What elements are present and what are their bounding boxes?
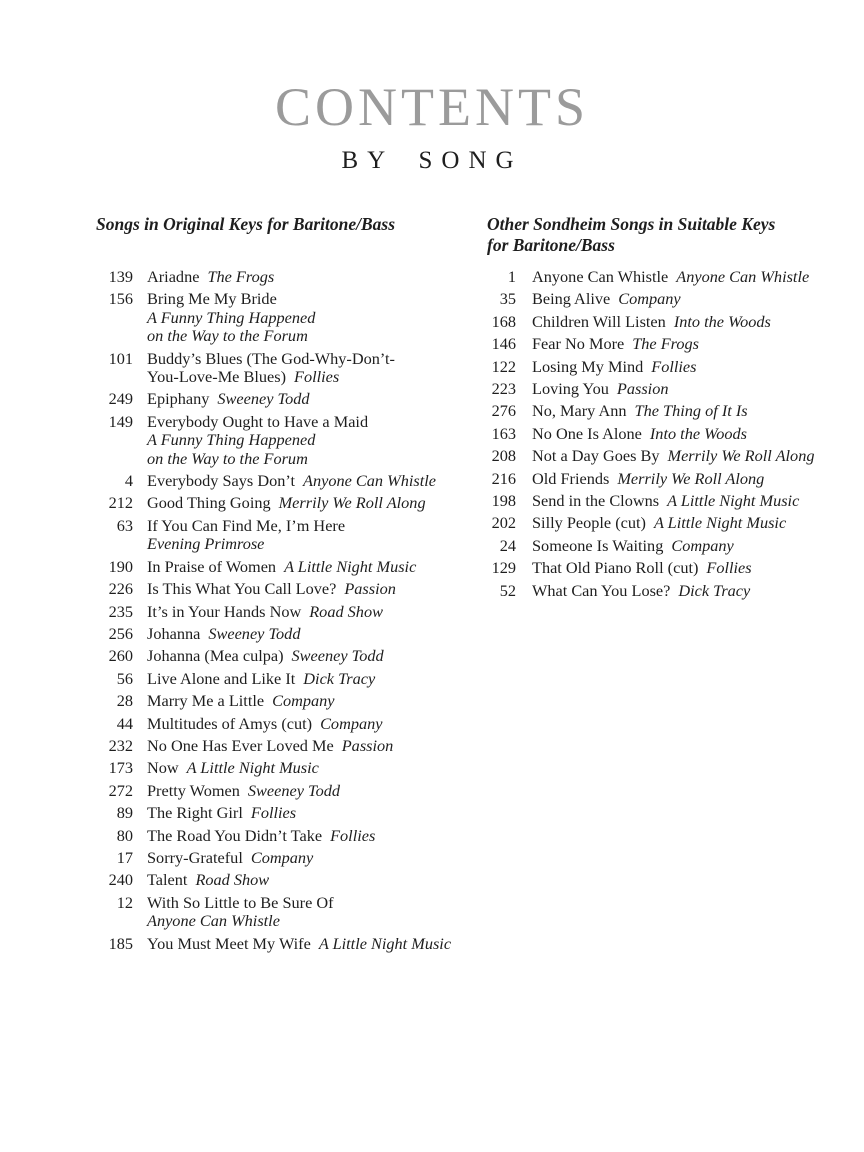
entry-page-number: 249 (108, 389, 133, 409)
entry-line (147, 472, 436, 490)
entry-song-title: Silly People (cut) (532, 513, 646, 533)
entry-text (147, 625, 300, 643)
entry-show-name: Passion (341, 735, 394, 755)
entry-text (147, 759, 319, 777)
entry-page-number: 146 (491, 334, 516, 354)
entry-text (532, 313, 771, 331)
entry-song-title: Being Alive (532, 289, 611, 309)
entry-page-number: 260 (108, 646, 133, 666)
entry-show-name: Company (618, 289, 681, 309)
entry-show-name: A Funny Thing Happened (147, 430, 316, 450)
entry-line (532, 358, 697, 376)
entry-text (532, 290, 681, 308)
entry-text (532, 559, 752, 577)
entry-song-title: Anyone Can Whistle (532, 267, 669, 286)
entry-line (532, 559, 752, 577)
entry-page-number: 56 (116, 668, 133, 688)
toc-entry (479, 402, 857, 420)
entry-song-title: Epiphany (147, 389, 210, 409)
toc-entry (479, 559, 857, 577)
entry-show-name: Follies (250, 803, 297, 823)
toc-entry (96, 737, 478, 755)
toc-entry (479, 380, 857, 398)
entry-show-name: Into the Woods (673, 311, 771, 331)
entry-show-name: Into the Woods (649, 423, 747, 443)
entry-line (147, 759, 319, 777)
entry-page-number: 163 (491, 423, 516, 443)
entry-song-title: Old Friends (532, 468, 610, 488)
toc-entry (479, 582, 857, 600)
entry-show-name: Follies (706, 558, 752, 578)
toc-entry (479, 425, 857, 443)
toc-entry (96, 692, 478, 710)
toc-entry (96, 268, 478, 286)
entry-show-name: Passion (344, 579, 396, 599)
entry-text (532, 268, 809, 286)
entry-text (532, 358, 697, 376)
entry-song-title: Everybody Says Don’t (147, 471, 296, 491)
entry-page-number: 52 (499, 580, 516, 600)
entry-page-number: 168 (491, 311, 516, 331)
entry-text (147, 472, 436, 490)
entry-show-name: A Little Night Music (186, 758, 319, 778)
entry-page-number: 272 (108, 780, 133, 800)
toc-entry (96, 827, 478, 845)
entry-show-name: Company (250, 847, 314, 867)
section-heading-line: Songs in Original Keys for Baritone/Bass (96, 214, 396, 234)
entry-page-number: 208 (491, 446, 516, 466)
entry-show-name: Merrily We Roll Along (617, 468, 765, 488)
entry-page-number: 129 (491, 558, 516, 578)
entry-show-name: on the Way to the Forum (147, 326, 308, 346)
toc-entry (96, 715, 478, 733)
toc-entry (96, 759, 478, 777)
entry-show-name: Dick Tracy (678, 580, 751, 600)
entry-song-title: Multitudes of Amys (cut) (147, 713, 313, 733)
entry-show-name: Evening Primrose (147, 534, 265, 554)
entry-page-number: 44 (116, 713, 133, 733)
entry-song-title: Live Alone and Like It (147, 668, 296, 688)
entry-line (147, 431, 368, 449)
entry-page-number: 256 (108, 623, 133, 643)
entry-song-title: No, Mary Ann (532, 401, 627, 421)
entry-line (147, 715, 382, 733)
entry-text (532, 425, 747, 443)
entry-list (96, 268, 478, 953)
entry-text (147, 413, 368, 468)
entry-text (532, 402, 748, 420)
entry-line (532, 537, 734, 555)
entry-show-name: Anyone Can Whistle (676, 267, 810, 286)
entry-page-number: 63 (116, 515, 133, 535)
entry-line (532, 470, 764, 488)
entry-line (147, 535, 345, 553)
entry-song-title: No One Is Alone (532, 423, 642, 443)
entry-show-name: The Frogs (632, 334, 700, 354)
entry-song-title: What Can You Lose? (532, 580, 671, 600)
entry-line (147, 558, 416, 576)
entry-line (532, 290, 681, 308)
toc-entry (96, 558, 478, 576)
entry-line (147, 580, 396, 598)
entry-line (147, 782, 340, 800)
toc-entry (479, 514, 857, 532)
entry-song-title: No One Has Ever Loved Me (147, 735, 334, 755)
entry-song-title: Johanna (147, 623, 201, 643)
entry-song-title: Johanna (Mea culpa) (147, 646, 284, 666)
toc-entry (96, 804, 478, 822)
entry-text (147, 558, 416, 576)
toc-entry (479, 447, 857, 465)
entry-song-title: Good Thing Going (147, 493, 271, 513)
entry-song-title: Ariadne (147, 267, 200, 286)
entry-list (479, 268, 857, 600)
section-heading-line: for Baritone/Bass (487, 235, 615, 255)
entry-show-name: Company (671, 535, 734, 555)
entry-text (532, 380, 668, 398)
section-other-sondheim-songs (479, 214, 857, 604)
entry-song-title: Talent (147, 870, 188, 890)
entry-page-number: 156 (108, 289, 133, 309)
entry-line (147, 309, 315, 327)
entry-text (147, 580, 396, 598)
entry-text (147, 647, 384, 665)
entry-page-number: 185 (108, 933, 133, 953)
entry-show-name: Dick Tracy (303, 668, 376, 688)
toc-entry (96, 390, 478, 408)
entry-show-name: Follies (294, 367, 340, 387)
entry-song-title: Someone Is Waiting (532, 535, 664, 555)
entry-song-title: Children Will Listen (532, 311, 666, 331)
entry-line (147, 670, 375, 688)
entry-show-name: Merrily We Roll Along (278, 493, 426, 513)
entry-line (147, 450, 368, 468)
entry-page-number: 80 (116, 825, 133, 845)
entry-text (147, 268, 274, 286)
entry-page-number: 202 (491, 513, 516, 533)
entry-line (532, 514, 786, 532)
entry-line (147, 268, 274, 286)
entry-show-name: The Frogs (207, 267, 275, 286)
entry-song-title: You-Love-Me Blues) (147, 367, 286, 387)
entry-page-number: 28 (116, 691, 133, 711)
entry-text (147, 494, 426, 512)
entry-show-name: Passion (616, 379, 669, 399)
entry-song-title: You Must Meet My Wife (147, 933, 311, 953)
section-heading (487, 214, 857, 268)
entry-page-number: 232 (108, 735, 133, 755)
entry-line (147, 350, 395, 368)
section-original-keys (96, 214, 478, 957)
toc-entry (479, 470, 857, 488)
toc-entry (96, 782, 478, 800)
entry-show-name: Sweeney Todd (208, 623, 301, 643)
entry-page-number: 35 (499, 289, 516, 309)
toc-entry (96, 849, 478, 867)
entry-line (532, 380, 668, 398)
entry-show-name: Company (272, 691, 335, 711)
entry-show-name: A Little Night Music (667, 491, 800, 511)
entry-text (147, 827, 375, 845)
entry-show-name: Merrily We Roll Along (667, 446, 815, 466)
entry-page-number: 24 (499, 535, 516, 555)
entry-song-title: With So Little to Be Sure Of (147, 892, 334, 912)
entry-text (147, 290, 315, 345)
entry-show-name: on the Way to the Forum (147, 448, 308, 468)
entry-text (147, 390, 310, 408)
entry-page-number: 198 (491, 491, 516, 511)
entry-page-number: 149 (108, 411, 133, 431)
entry-text (147, 737, 393, 755)
entry-line (147, 327, 315, 345)
entry-show-name: Sweeney Todd (291, 646, 384, 666)
entry-line (147, 625, 300, 643)
entry-song-title: Fear No More (532, 334, 625, 354)
entry-show-name: Anyone Can Whistle (147, 911, 280, 931)
entry-page-number: 235 (108, 601, 133, 621)
entry-show-name: Sweeney Todd (247, 780, 341, 800)
entry-line (532, 335, 699, 353)
toc-entry (96, 647, 478, 665)
entry-page-number: 101 (108, 348, 133, 368)
entry-text (532, 470, 764, 488)
entry-page-number: 173 (108, 758, 133, 778)
toc-entry (96, 472, 478, 490)
entry-song-title: Send in the Clowns (532, 491, 660, 511)
entry-text (147, 692, 335, 710)
toc-entry (479, 290, 857, 308)
entry-line (147, 871, 269, 889)
entry-line (532, 268, 809, 286)
entry-page-number: 223 (491, 379, 516, 399)
toc-entry (96, 413, 478, 468)
entry-text (532, 582, 750, 600)
entry-line (147, 935, 451, 953)
section-heading (96, 214, 478, 268)
entry-text (147, 603, 383, 621)
entry-song-title: Buddy’s Blues (The God-Why-Don’t- (147, 348, 395, 368)
entry-page-number: 212 (108, 493, 133, 513)
entry-song-title: The Right Girl (147, 803, 243, 823)
page-title: CONTENTS (275, 77, 589, 137)
entry-song-title: Pretty Women (147, 780, 240, 800)
entry-line (147, 290, 315, 308)
entry-line (532, 447, 814, 465)
entry-text (147, 935, 451, 953)
entry-page-number: 89 (116, 803, 133, 823)
toc-entry (96, 603, 478, 621)
entry-text (532, 537, 734, 555)
entry-song-title: Losing My Mind (532, 356, 644, 376)
toc-entry (96, 517, 478, 554)
entry-line (532, 492, 799, 510)
entry-show-name: Road Show (309, 601, 383, 621)
toc-entry (96, 290, 478, 345)
entry-page-number: 17 (116, 847, 133, 867)
toc-entry (479, 537, 857, 555)
entry-song-title: Marry Me a Little (147, 691, 265, 711)
entry-text (147, 894, 334, 931)
entry-text (532, 447, 814, 465)
entry-line (147, 517, 345, 535)
entry-page-number: 216 (491, 468, 516, 488)
toc-entry (96, 350, 478, 387)
entry-line (147, 647, 384, 665)
entry-song-title: Is This What You Call Love? (147, 579, 337, 599)
entry-page-number: 276 (491, 401, 516, 421)
entry-song-title: Loving You (532, 379, 609, 399)
section-heading-line: Other Sondheim Songs in Suitable Keys (487, 214, 776, 234)
entry-page-number: 240 (108, 870, 133, 890)
entry-show-name: A Funny Thing Happened (147, 307, 316, 327)
toc-entry (96, 871, 478, 889)
entry-text (147, 517, 345, 554)
toc-entry (96, 580, 478, 598)
entry-line (147, 603, 383, 621)
entry-line (147, 849, 313, 867)
entry-text (147, 782, 340, 800)
toc-entry (96, 670, 478, 688)
entry-show-name: Follies (330, 825, 376, 845)
entry-text (147, 804, 296, 822)
entry-text (147, 715, 382, 733)
entry-page-number: 139 (108, 267, 133, 286)
toc-entry (479, 492, 857, 510)
entry-song-title: That Old Piano Roll (cut) (532, 558, 699, 578)
toc-entry (479, 268, 857, 286)
entry-text (147, 849, 313, 867)
entry-line (532, 313, 771, 331)
entry-show-name: A Little Night Music (318, 933, 452, 953)
entry-page-number: 190 (108, 556, 133, 576)
entry-line (147, 413, 368, 431)
entry-song-title: Everybody Ought to Have a Maid (147, 411, 369, 431)
toc-entry (479, 358, 857, 376)
entry-song-title: Now (147, 758, 179, 778)
entry-show-name: The Thing of It Is (634, 401, 748, 421)
entry-page-number: 226 (108, 579, 133, 599)
entry-line (532, 402, 748, 420)
entry-page-number: 1 (507, 267, 516, 286)
entry-text (532, 514, 786, 532)
entry-text (147, 350, 395, 387)
entry-text (532, 492, 799, 510)
entry-song-title: The Road You Didn’t Take (147, 825, 323, 845)
entry-song-title: It’s in Your Hands Now (147, 601, 302, 621)
entry-song-title: If You Can Find Me, I’m Here (147, 515, 346, 535)
entry-text (532, 335, 699, 353)
entry-line (147, 804, 296, 822)
toc-entry (479, 313, 857, 331)
entry-page-number: 12 (116, 892, 133, 912)
entry-line (532, 425, 747, 443)
entry-page-number: 4 (124, 471, 133, 491)
entry-show-name: Company (320, 713, 383, 733)
page-subtitle: BY SONG (341, 147, 523, 174)
entry-line (147, 368, 395, 386)
entry-text (147, 871, 269, 889)
entry-line (147, 494, 426, 512)
entry-line (147, 827, 375, 845)
toc-entry (96, 625, 478, 643)
entry-show-name: A Little Night Music (284, 556, 417, 576)
entry-page-number: 122 (491, 356, 516, 376)
toc-entry (96, 494, 478, 512)
entry-song-title: Not a Day Goes By (532, 446, 660, 466)
entry-song-title: Bring Me My Bride (147, 289, 277, 309)
entry-line (147, 894, 334, 912)
entry-show-name: Anyone Can Whistle (303, 471, 436, 491)
toc-entry (96, 894, 478, 931)
entry-line (147, 692, 335, 710)
entry-line (147, 390, 310, 408)
entry-text (147, 670, 375, 688)
entry-show-name: A Little Night Music (653, 513, 787, 533)
toc-entry (96, 935, 478, 953)
entry-show-name: Sweeney Todd (217, 389, 310, 409)
entry-line (147, 737, 393, 755)
entry-show-name: Road Show (195, 870, 270, 890)
toc-entry (479, 335, 857, 353)
entry-song-title: In Praise of Women (147, 556, 277, 576)
entry-song-title: Sorry-Grateful (147, 847, 243, 867)
entry-line (532, 582, 750, 600)
entry-line (147, 912, 334, 930)
entry-show-name: Follies (651, 356, 697, 376)
